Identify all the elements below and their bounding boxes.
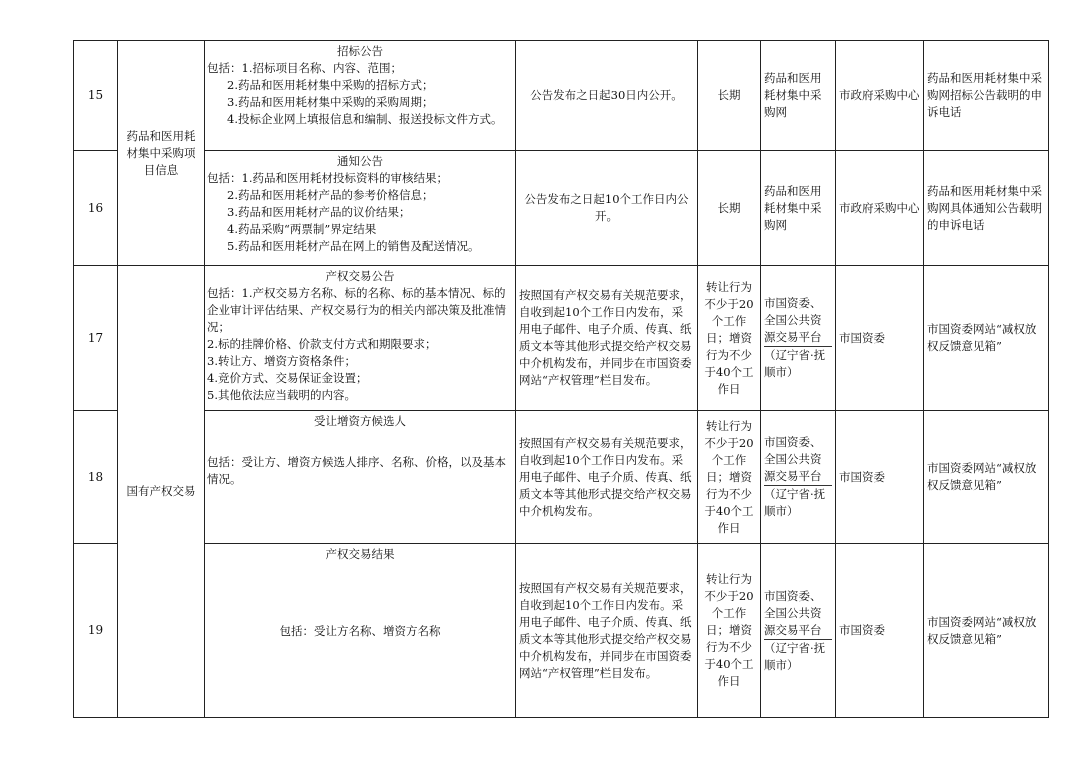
channel-cell: 药品和医用耗材集中采购网 — [761, 151, 836, 266]
table-row — [74, 411, 1049, 544]
item-title: 产权交易公告 — [325, 269, 395, 283]
row-number: 16 — [74, 151, 118, 266]
channel-line: 市国资委、 — [764, 588, 822, 603]
item-title: 受让增资方候选人 — [314, 414, 406, 428]
content-line: 5.其他依法应当载明的内容。 — [207, 388, 356, 402]
contact-cell: 市国资委网站“减权放权反馈意见箱” — [924, 411, 1049, 544]
period-cell: 转让行为不少于20个工作日；增资行为不少于40个工作日 — [698, 266, 761, 411]
content-line: 包括：1.药品和医用耗材投标资料的审核结果； — [207, 171, 448, 185]
period-cell: 转让行为不少于20个工作日；增资行为不少于40个工作日 — [698, 411, 761, 544]
content-line: 4.药品采购“两票制”界定结果 — [227, 222, 377, 236]
table-row — [74, 544, 1049, 718]
content-line: 5.药品和医用耗材产品在网上的销售及配送情况。 — [227, 239, 480, 253]
contact-cell: 药品和医用耗材集中采购网招标公告载明的申诉电话 — [924, 41, 1049, 151]
disclosure-time-cell: 按照国有产权交易有关规范要求，自收到起10个工作日内发布。采用电子邮件、电子介质、传真、纸质文本等其他形式提交给产权交易中介机构发布。 — [516, 411, 698, 544]
disclosure-time-cell: 公告发布之日起30日内公开。 — [516, 41, 698, 151]
channel-cell — [761, 544, 836, 718]
content-line: 4.投标企业网上填报信息和编制、报送投标文件方式。 — [227, 112, 503, 126]
item-title: 通知公告 — [337, 154, 383, 168]
department-cell: 市国资委 — [836, 411, 924, 544]
item-title: 招标公告 — [337, 44, 383, 58]
department-cell: 市政府采购中心 — [836, 151, 924, 266]
disclosure-time-cell: 按照国有产权交易有关规范要求，自收到起10个工作日内发布，采用电子邮件、电子介质、传真、纸质文本等其他形式提交给产权交易中介机构发布，并同步在市国资委网站“产权管理”栏目发布。 — [516, 266, 698, 411]
content-cell — [205, 41, 516, 151]
channel-line-underlined: 全国公共资源交易平台 — [764, 605, 832, 640]
channel-line-underlined: 全国公共资源交易平台 — [764, 312, 832, 347]
content-cell — [205, 151, 516, 266]
content-line: 包括：1.招标项目名称、内容、范围； — [207, 61, 402, 75]
contact-cell: 市国资委网站“减权放权反馈意见箱” — [924, 266, 1049, 411]
content-line: 包括：受让方名称、增资方名称 — [279, 624, 441, 638]
row-number: 15 — [74, 41, 118, 151]
channel-cell: 药品和医用耗材集中采购网 — [761, 41, 836, 151]
department-cell: 市政府采购中心 — [836, 41, 924, 151]
row-number: 18 — [74, 411, 118, 544]
row-number: 17 — [74, 266, 118, 411]
channel-cell — [761, 411, 836, 544]
content-line: 2.药品和医用耗材产品的参考价格信息； — [227, 188, 434, 202]
content-line: 2.标的挂牌价格、价款支付方式和期限要求； — [207, 337, 437, 351]
category-cell: 药品和医用耗材集中采购项目信息 — [118, 41, 205, 266]
content-cell — [205, 544, 516, 718]
content-line: 3.药品和医用耗材产品的议价结果； — [227, 205, 411, 219]
content-line: 2.药品和医用耗材集中采购的招标方式； — [227, 78, 434, 92]
content-line: 包括：1.产权交易方名称、标的名称、标的基本情况、标的企业审计评估结果、产权交易行为的相关内部决策及批准情况； — [207, 286, 506, 334]
channel-cell — [761, 266, 836, 411]
content-line: 包括：受让方、增资方候选人排序、名称、价格，以及基本情况。 — [207, 455, 506, 486]
content-line: 3.药品和医用耗材集中采购的采购周期； — [227, 95, 434, 109]
channel-line-underlined: 全国公共资源交易平台 — [764, 451, 832, 486]
channel-line: （辽宁省·抚顺市） — [764, 640, 826, 672]
table-row — [74, 266, 1049, 411]
department-cell: 市国资委 — [836, 266, 924, 411]
table-row — [74, 151, 1049, 266]
department-cell: 市国资委 — [836, 544, 924, 718]
table-row — [74, 41, 1049, 151]
disclosure-table — [73, 40, 1049, 718]
period-cell: 长期 — [698, 41, 761, 151]
channel-line: （辽宁省·抚顺市） — [764, 348, 826, 379]
period-cell: 转让行为不少于20个工作日；增资行为不少于40个工作日 — [698, 544, 761, 718]
contact-cell: 市国资委网站“减权放权反馈意见箱” — [924, 544, 1049, 718]
content-cell — [205, 266, 516, 411]
category-cell: 国有产权交易 — [118, 266, 205, 718]
disclosure-time-cell: 公告发布之日起10个工作日内公开。 — [516, 151, 698, 266]
content-line: 4.竞价方式、交易保证金设置； — [207, 371, 368, 385]
period-cell: 长期 — [698, 151, 761, 266]
row-number: 19 — [74, 544, 118, 718]
content-line: 3.转让方、增资方资格条件； — [207, 354, 356, 368]
disclosure-table-sheet — [73, 40, 1048, 717]
channel-line: 市国资委、 — [764, 296, 822, 310]
contact-cell: 药品和医用耗材集中采购网具体通知公告载明的申诉电话 — [924, 151, 1049, 266]
content-cell — [205, 411, 516, 544]
item-title: 产权交易结果 — [325, 547, 395, 561]
channel-line: 市国资委、 — [764, 435, 822, 449]
disclosure-time-cell: 按照国有产权交易有关规范要求，自收到起10个工作日内发布。采用电子邮件、电子介质、传真、纸质文本等其他形式提交给产权交易中介机构发布，并同步在市国资委网站“产权管理”栏目发布。 — [516, 544, 698, 718]
channel-line: （辽宁省·抚顺市） — [764, 487, 826, 518]
